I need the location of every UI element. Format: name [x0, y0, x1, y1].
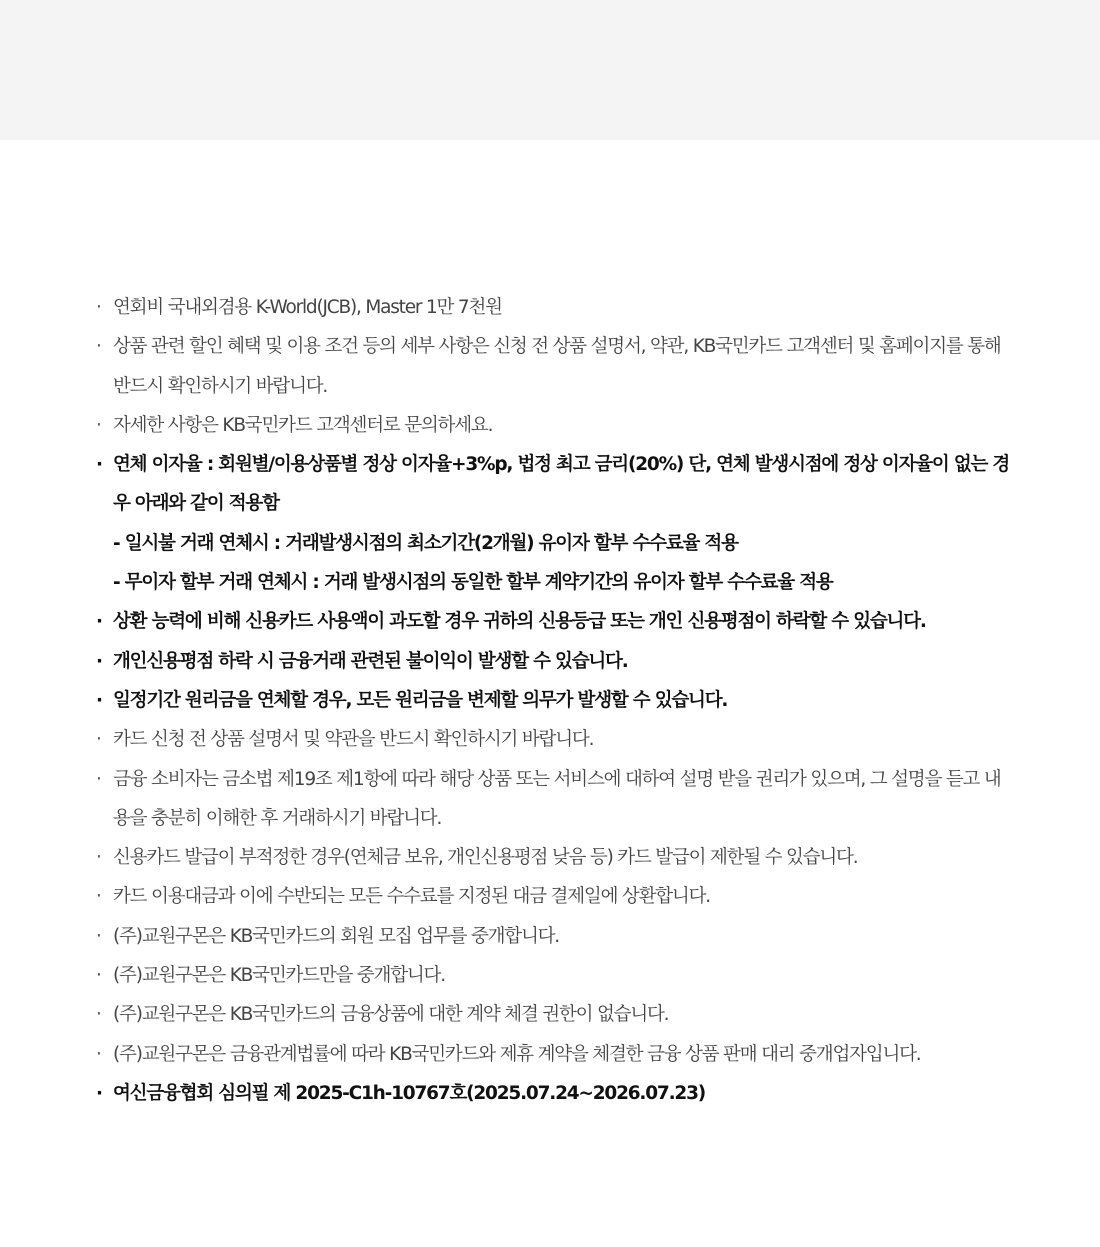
- notice-item-agent-no-authority: [96, 995, 1016, 1034]
- notice-item-repayment-duty: [96, 681, 1016, 720]
- notice-text: 신용카드 발급이 부적정한 경우(연체금 보유, 개인신용평점 낮음 등) 카드 발급이 제한될 수 있습니다.: [113, 847, 858, 869]
- notice-text: 금융 소비자는 금소법 제19조 제1항에 따라 해당 상품 또는 서비스에 대하여 설명 받을 권리가 있으며, 그 설명을 듣고 내용을 충분히 이해한 후 거래하시기 바랍니다.: [113, 768, 1001, 829]
- notice-item-credit-score-drop: [96, 642, 1016, 681]
- notice-text: (주)교원구몬은 KB국민카드의 회원 모집 업무를 중개합니다.: [113, 925, 559, 947]
- notice-text: 여신금융협회 심의필 제 2025-C1h-10767호(2025.07.24~2026.07.23): [113, 1082, 706, 1104]
- notice-item-overdue-rate: [96, 445, 1016, 524]
- notice-text: 카드 신청 전 상품 설명서 및 약관을 반드시 확인하시기 바랍니다.: [113, 729, 594, 751]
- notice-item-product-details: [96, 327, 1016, 406]
- bullet-marker: ·: [96, 336, 101, 358]
- notice-item-payment-date: [96, 877, 1016, 916]
- bullet-marker: ·: [96, 965, 101, 987]
- notice-text: 연체 이자율 : 회원별/이용상품별 정상 이자율+3%p, 법정 최고 금리(20%) 단, 연체 발생시점에 정상 이자율이 없는 경우 아래와 같이 적용함: [113, 454, 1010, 515]
- bullet-marker: ·: [96, 925, 101, 947]
- notice-text: 연회비 국내외겸용 K-World(JCB), Master 1만 7천원: [113, 297, 502, 318]
- bullet-marker: ·: [96, 847, 101, 869]
- notice-text: 일정기간 원리금을 연체할 경우, 모든 원리금을 변제할 의무가 발생할 수 있습니다.: [113, 689, 728, 711]
- bullet-marker: ·: [96, 1082, 102, 1104]
- notice-item-review-number: [96, 1074, 1016, 1113]
- notice-item-consumer-rights: [96, 760, 1016, 839]
- bullet-marker: ·: [96, 297, 101, 318]
- bullet-marker: ·: [96, 729, 101, 751]
- bullet-marker: ·: [96, 454, 102, 476]
- notice-text: 상품 관련 할인 혜택 및 이용 조건 등의 세부 사항은 신청 전 상품 설명서, 약관, KB국민카드 고객센터 및 홈페이지를 통해 반드시 확인하시기 바랍니다.: [113, 336, 1001, 397]
- bullet-marker: ·: [96, 768, 101, 790]
- notice-text: 카드 이용대금과 이에 수반되는 모든 수수료를 지정된 대금 결제일에 상환합니다.: [113, 886, 710, 908]
- bullet-marker: ·: [96, 650, 102, 672]
- notice-text: 개인신용평점 하락 시 금융거래 관련된 불이익이 발생할 수 있습니다.: [113, 650, 628, 672]
- notice-item-agent-exclusive: [96, 956, 1016, 995]
- bullet-marker: ·: [96, 1043, 101, 1065]
- notice-item-terms-check: [96, 720, 1016, 759]
- notice-text: - 일시불 거래 연체시 : 거래발생시점의 최소기간(2개월) 유이자 할부 수수료율 적용: [113, 532, 738, 554]
- notice-text: (주)교원구몬은 KB국민카드의 금융상품에 대한 계약 체결 권한이 없습니다.: [113, 1004, 669, 1026]
- notice-item-agent-recruitment: [96, 917, 1016, 956]
- bullet-marker: ·: [96, 414, 101, 436]
- notice-item-issuance-limit: [96, 838, 1016, 877]
- notice-text: (주)교원구몬은 KB국민카드만을 중개합니다.: [113, 965, 445, 987]
- notice-text: - 무이자 할부 거래 연체시 : 거래 발생시점의 동일한 할부 계약기간의 유이자 할부 수수료율 적용: [113, 572, 833, 594]
- notice-item-credit-rating: [96, 602, 1016, 641]
- notice-subitem-interest-free: [96, 563, 1016, 602]
- notice-item-agent-status: [96, 1035, 1016, 1074]
- top-gray-band: [0, 0, 1100, 140]
- notice-text: 자세한 사항은 KB국민카드 고객센터로 문의하세요.: [113, 414, 493, 436]
- bullet-marker: ·: [96, 689, 102, 711]
- card-notice-list: [96, 288, 1016, 1113]
- notice-subitem-lump-sum: [96, 524, 1016, 563]
- bullet-marker: ·: [96, 1004, 101, 1026]
- notice-item-customer-center: [96, 406, 1016, 445]
- bullet-marker: ·: [96, 886, 101, 908]
- bullet-marker: ·: [96, 611, 102, 633]
- notice-text: 상환 능력에 비해 신용카드 사용액이 과도할 경우 귀하의 신용등급 또는 개인 신용평점이 하락할 수 있습니다.: [113, 611, 926, 633]
- notice-text: (주)교원구몬은 금융관계법률에 따라 KB국민카드와 제휴 계약을 체결한 금융 상품 판매 대리 중개업자입니다.: [113, 1043, 921, 1065]
- notice-item-annual-fee: [96, 288, 1016, 327]
